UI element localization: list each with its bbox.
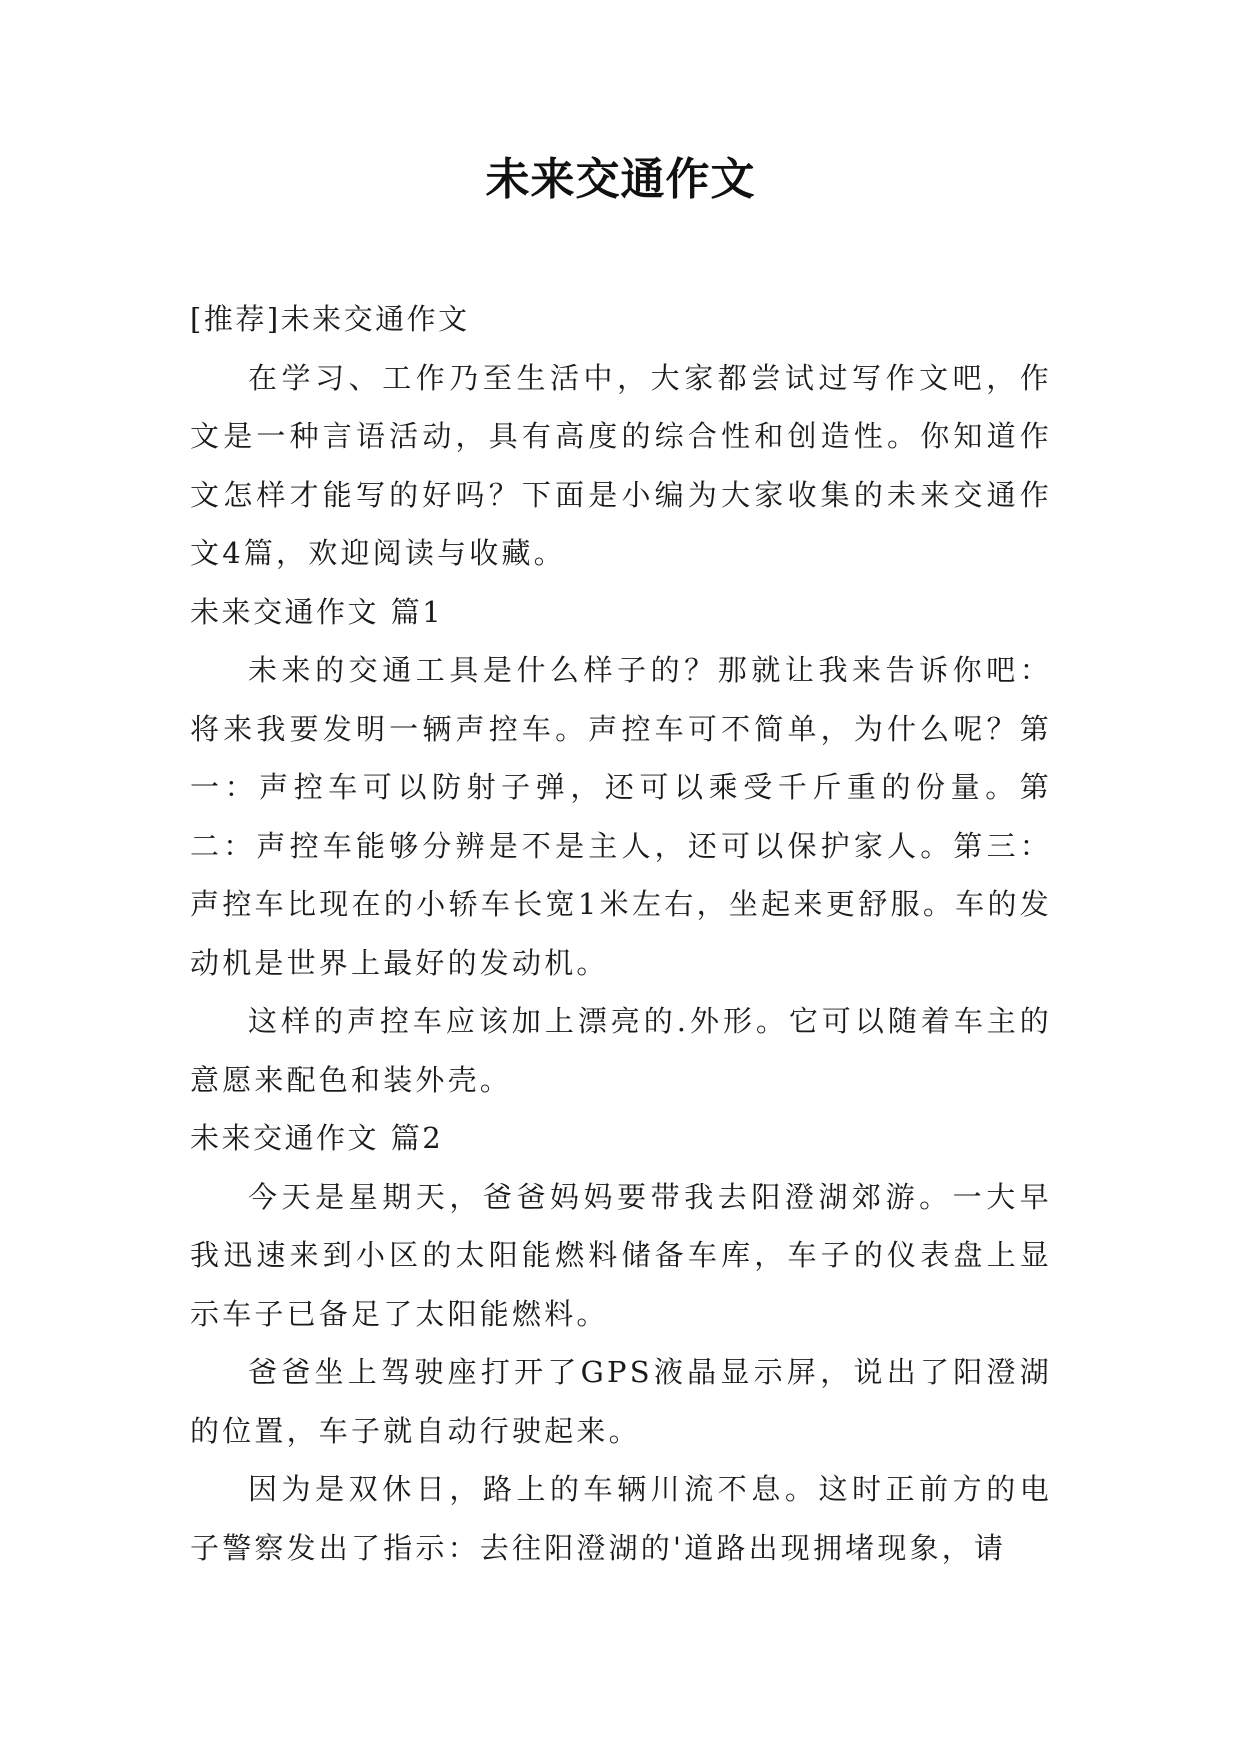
body-paragraph: 爸爸坐上驾驶座打开了GPS液晶显示屏，说出了阳澄湖的位置，车子就自动行驶起来。: [190, 1355, 1052, 1448]
body-paragraph: 今天是星期天，爸爸妈妈要带我去阳澄湖郊游。一大早我迅速来到小区的太阳能燃料储备车库，车子的仪表盘上显示车子已备足了太阳能燃料。: [190, 1179, 1052, 1331]
body-paragraph: 未来的交通工具是什么样子的？那就让我来告诉你吧：将来我要发明一辆声控车。声控车可不简单，为什么呢？第一：声控车可以防射子弹，还可以乘受千斤重的份量。第二：声控车能够分辨是不是主人，还可以保护家人。第三：声控车比现在的小轿车长宽1米左右，坐起来更舒服。车的发动机是世界上最好的发动机。: [190, 653, 1052, 980]
document-body: [190, 290, 1052, 1577]
section-heading-1: 未来交通作文 篇1: [190, 594, 444, 629]
body-paragraph: 因为是双休日，路上的车辆川流不息。这时正前方的电子警察发出了指示：去往阳澄湖的'道路出现拥堵现象，请: [190, 1472, 1052, 1565]
section-heading-2: 未来交通作文 篇2: [190, 1121, 444, 1155]
document-subtitle: [推荐]未来交通作文: [190, 302, 470, 336]
document-title: 未来交通作文: [485, 154, 756, 205]
body-paragraph: 这样的声控车应该加上漂亮的.外形。它可以随着车主的意愿来配色和装外壳。: [190, 1004, 1052, 1097]
intro-paragraph: 在学习、工作乃至生活中，大家都尝试过写作文吧，作文是一种言语活动，具有高度的综合性和创造性。你知道作文怎样才能写的好吗？下面是小编为大家收集的未来交通作文4篇，欢迎阅读与收藏。: [190, 360, 1052, 570]
